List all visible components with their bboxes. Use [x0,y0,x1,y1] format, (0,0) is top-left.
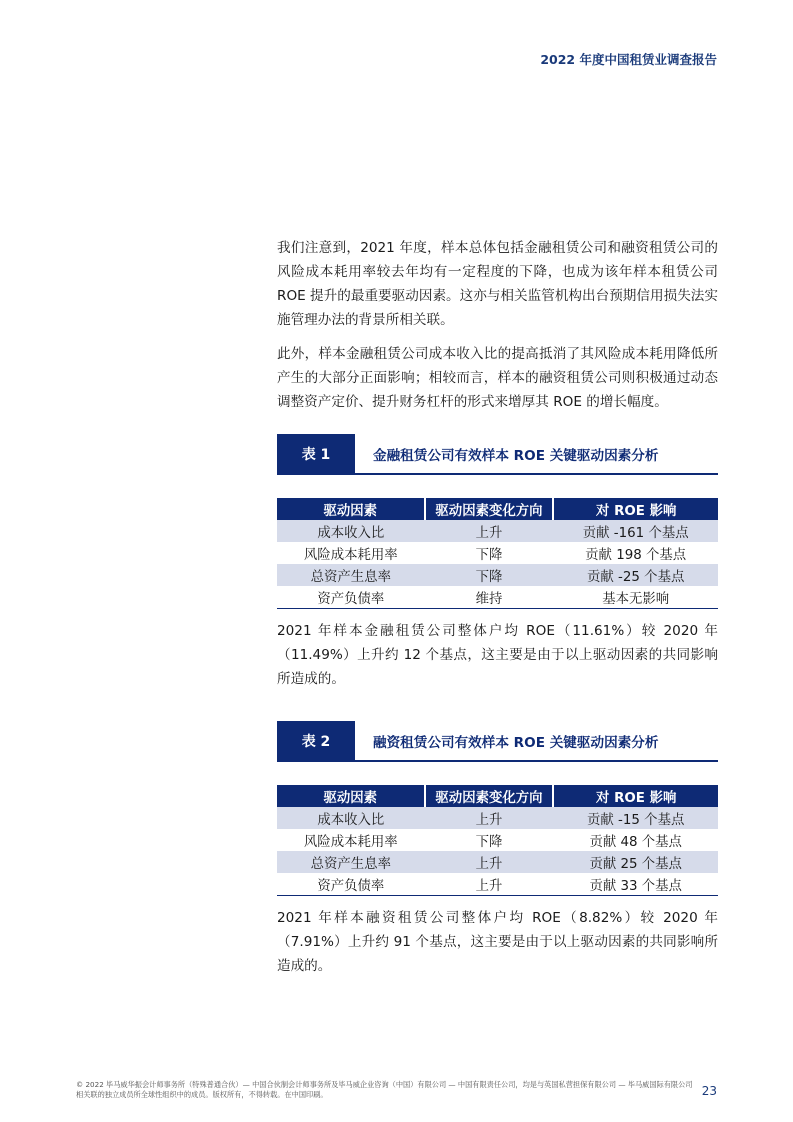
table-cell: 贡献 -161 个基点 [553,520,718,542]
table1-label: 表 1 [277,434,355,473]
table-header-cell: 驱动因素变化方向 [425,785,554,807]
body-paragraph: 此外，样本金融租赁公司成本收入比的提高抵消了其风险成本耗用降低所产生的大部分正面影响；相较而言，样本的融资租赁公司则积极通过动态调整资产定价、提升财务杠杆的形式来增厚其 ROE 的增长幅度。 [277,346,718,410]
table-cell: 上升 [425,807,554,829]
table1-note: 2021 年样本金融租赁公司整体户均 ROE（11.61%）较 2020 年（11.49%）上升约 12 个基点，这主要是由于以上驱动因素的共同影响所造成的。 [277,623,718,687]
table2 [277,785,718,896]
table1-caption [277,434,718,475]
table-cell: 总资产生息率 [277,851,425,873]
table-cell: 成本收入比 [277,520,425,542]
footer-copyright: © 2022 毕马威华振会计师事务所（特殊普通合伙）— 中国合伙制会计师事务所及毕马威企业咨询（中国）有限公司 — 中国有限责任公司，均是与英国私营担保有限公司 — 毕马威国际有限公司相关联的独立成员所全球性组织中的成员。版权所有，不得转载。在中国印刷。 [76,1080,693,1099]
table2-title: 融资租赁公司有效样本 ROE 关键驱动因素分析 [373,734,659,751]
table-cell: 资产负债率 [277,586,425,609]
table-header-row [277,785,718,807]
table-row [277,586,718,609]
table-row [277,851,718,873]
table-row [277,542,718,564]
table-row [277,807,718,829]
table1-title: 金融租赁公司有效样本 ROE 关键驱动因素分析 [373,447,659,464]
table1 [277,498,718,609]
table-header-cell: 对 ROE 影响 [553,785,718,807]
table-cell: 下降 [475,834,503,850]
table-cell: 下降 [475,547,503,563]
table-row [277,520,718,542]
page-number: 23 [701,1084,717,1098]
table-cell: 下降 [425,564,554,586]
table-header-cell: 驱动因素 [277,498,425,520]
table-header-row [277,498,718,520]
table2-note: 2021 年样本融资租赁公司整体户均 ROE（8.82%）较 2020 年（7.91%）上升约 91 个基点，这主要是由于以上驱动因素的共同影响所造成的。 [277,910,718,974]
table-cell: 资产负债率 [277,873,425,896]
table-header-cell: 驱动因素变化方向 [425,498,554,520]
table-row [277,829,718,851]
table-cell: 贡献 198 个基点 [585,547,687,563]
table2-caption [277,721,718,762]
table-cell: 基本无影响 [553,586,718,609]
table-cell: 上升 [425,851,554,873]
page-content [277,236,718,978]
table-cell: 上升 [425,873,554,896]
table-cell: 贡献 33 个基点 [553,873,718,896]
table-cell: 上升 [425,520,554,542]
body-paragraph: 我们注意到，2021 年度，样本总体包括金融租赁公司和融资租赁公司的风险成本耗用率较去年均有一定程度的下降，也成为该年样本租赁公司 ROE 提升的最重要驱动因素。这亦与相关监管机构出台预期信用损失法实施管理办法的背景所相关联。 [277,240,718,328]
table-cell: 风险成本耗用率 [303,834,398,850]
table-cell: 贡献 -25 个基点 [553,564,718,586]
table-row [277,564,718,586]
table-cell: 贡献 -15 个基点 [553,807,718,829]
table-header-cell: 驱动因素 [277,785,425,807]
table-cell: 贡献 25 个基点 [553,851,718,873]
table-cell: 风险成本耗用率 [303,547,398,563]
table2-label: 表 2 [277,721,355,760]
report-header-title: 2022 年度中国租赁业调查报告 [540,52,717,67]
table-header-cell: 对 ROE 影响 [553,498,718,520]
table-cell: 贡献 48 个基点 [589,834,682,850]
table-cell: 总资产生息率 [277,564,425,586]
table-row [277,873,718,896]
table-cell: 成本收入比 [277,807,425,829]
table-cell: 维持 [425,586,554,609]
